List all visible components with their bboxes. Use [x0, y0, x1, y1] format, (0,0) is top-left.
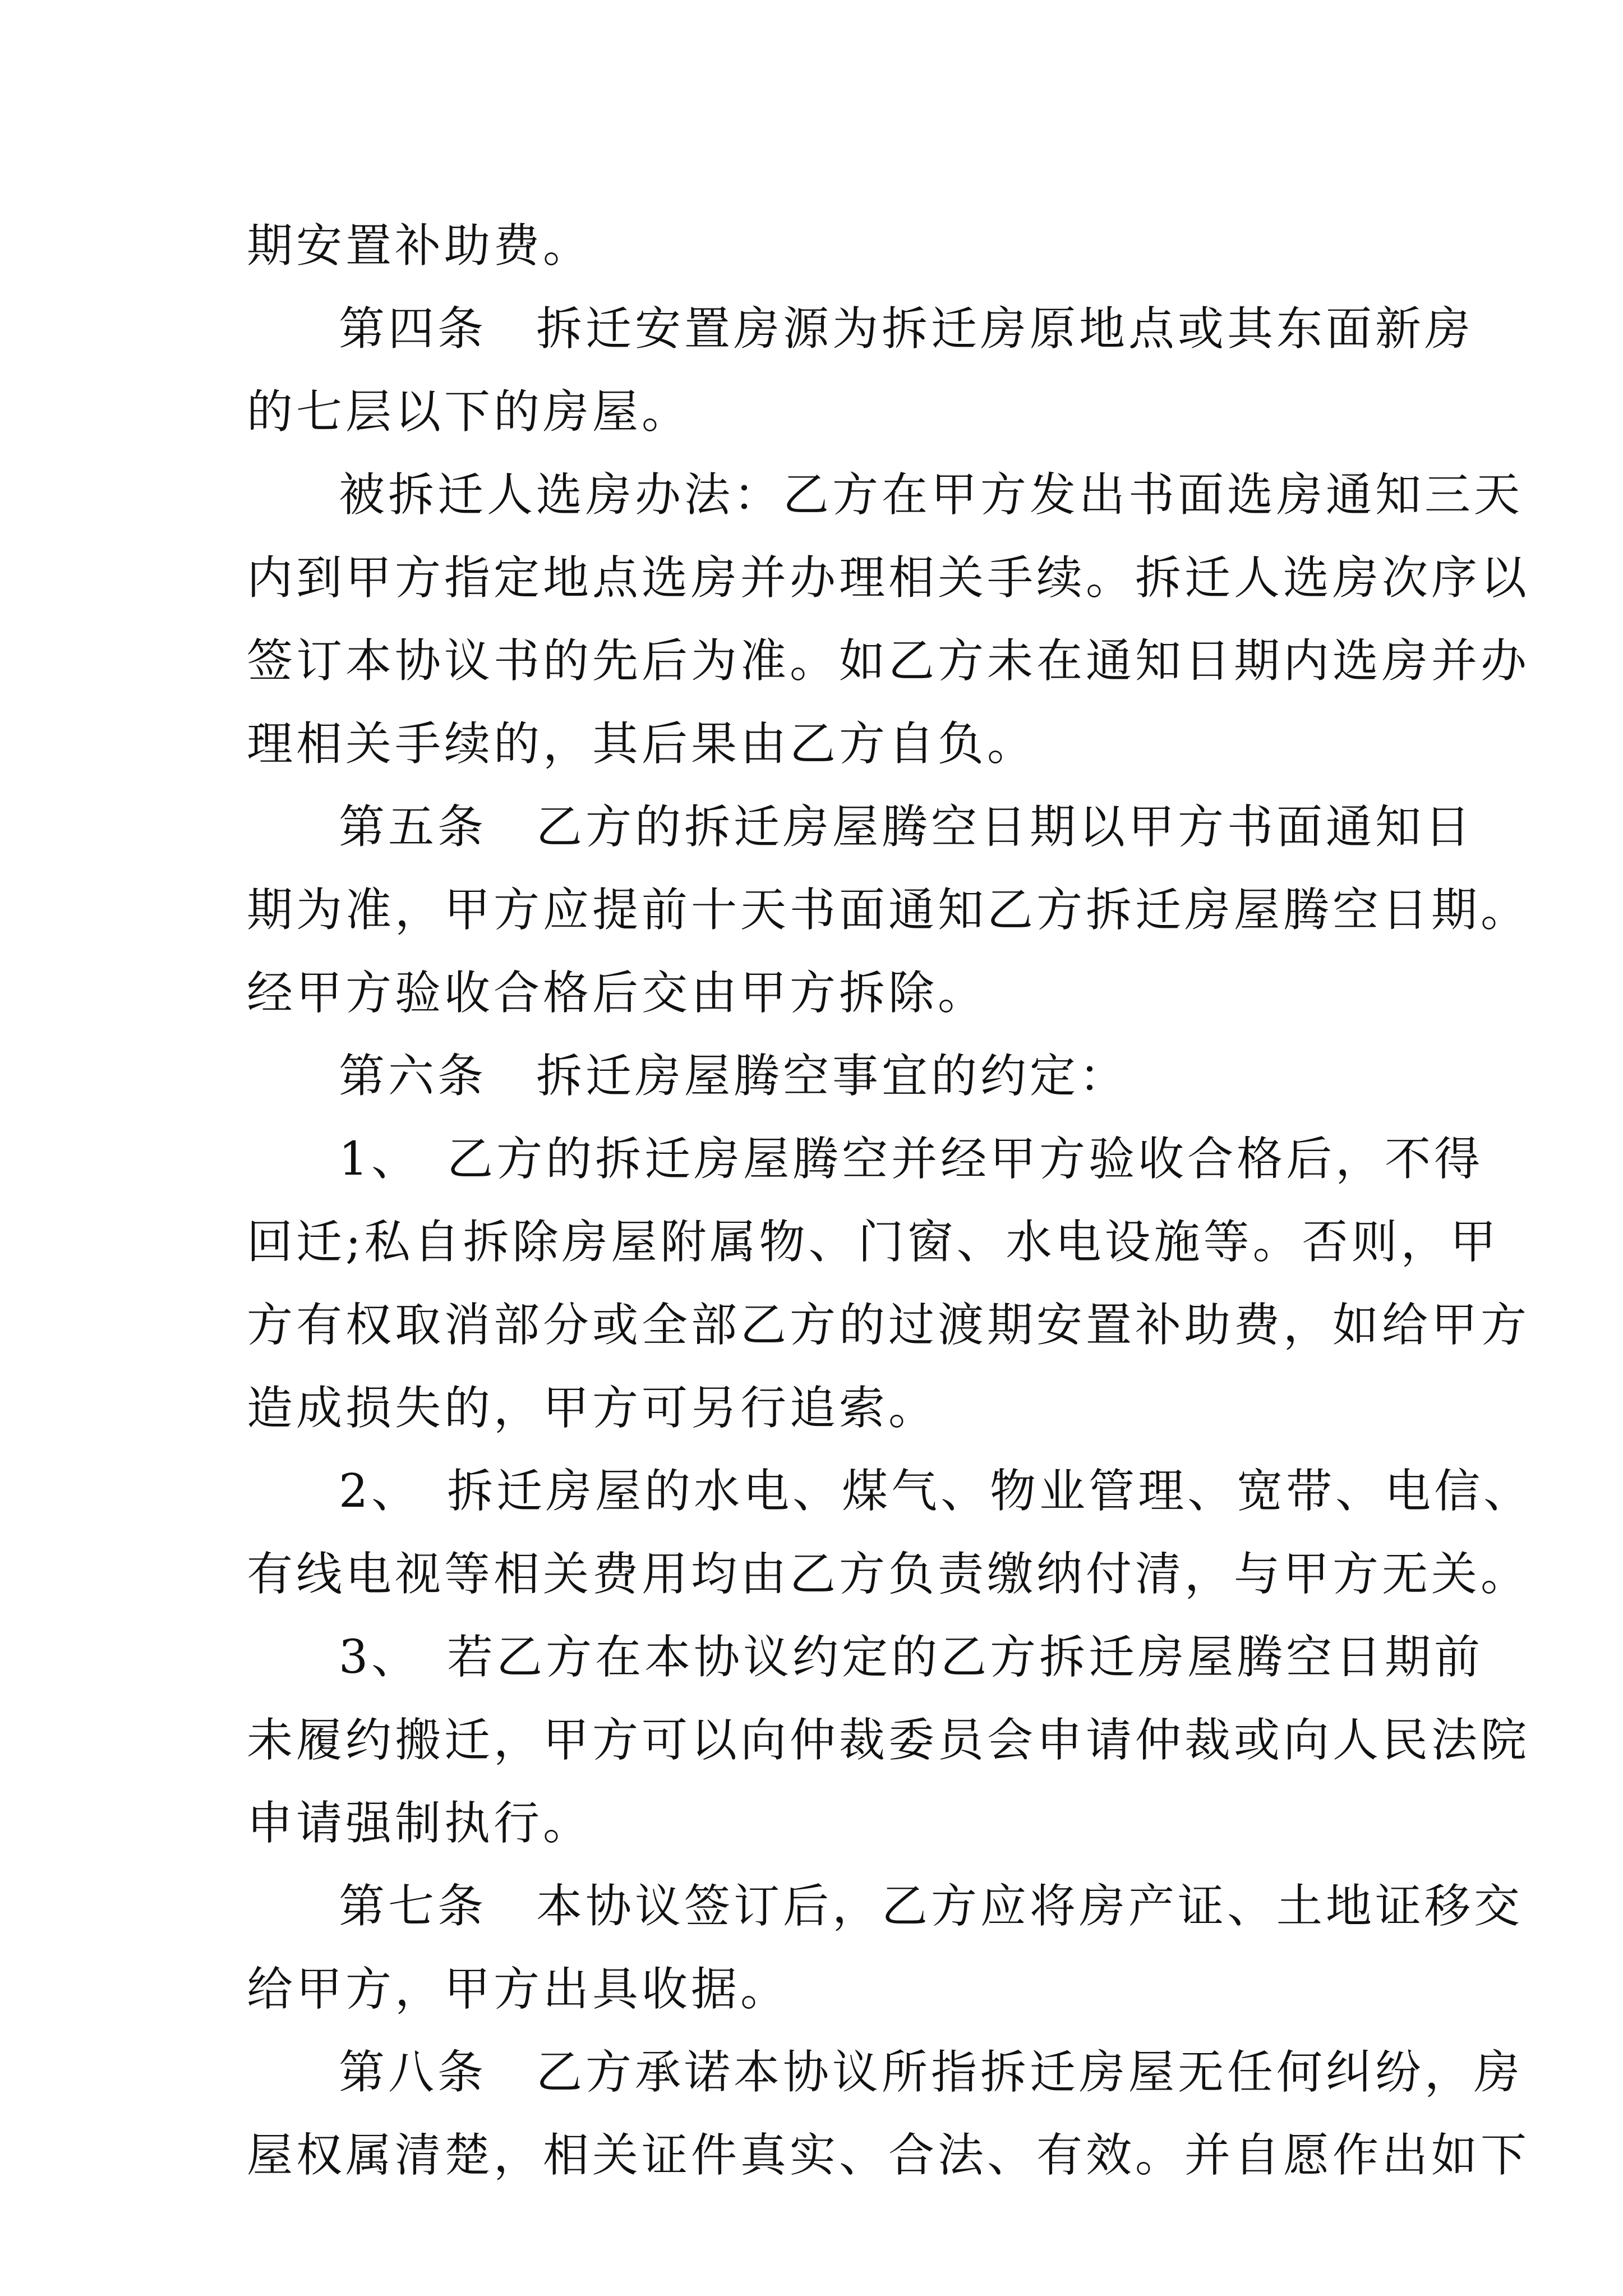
text-line: 2、 拆迁房屋的水电、煤气、物业管理、宽带、电信、 [339, 1465, 1533, 1518]
text-line: 第四条 拆迁安置房源为拆迁房原地点或其东面新房 [339, 302, 1474, 356]
text-line: 回迁;私自拆除房屋附属物、门窗、水电设施等。否则，甲 [247, 1216, 1500, 1269]
text-line: 的七层以下的房屋。 [247, 385, 691, 439]
text-line: 申请强制执行。 [247, 1797, 593, 1850]
text-line: 被拆迁人选房办法：乙方在甲方发出书面选房通知三天 [339, 468, 1524, 522]
text-line: 未履约搬迁，甲方可以向仲裁委员会申请仲裁或向人民法院 [247, 1714, 1530, 1767]
text-line: 经甲方验收合格后交由甲方拆除。 [247, 967, 988, 1020]
text-line: 第八条 乙方承诺本协议所指拆迁房屋无任何纠纷，房 [339, 2046, 1524, 2099]
text-line: 第七条 本协议签订后，乙方应将房产证、土地证移交 [339, 1880, 1524, 1933]
text-line: 方有权取消部分或全部乙方的过渡期安置补助费，如给甲方 [247, 1299, 1530, 1352]
text-line: 签订本协议书的先后为准。如乙方未在通知日期内选房并办 [247, 634, 1530, 688]
text-line: 造成损失的，甲方可另行追索。 [247, 1382, 938, 1435]
text-line: 有线电视等相关费用均由乙方负责缴纳付清，与甲方无关。 [247, 1548, 1530, 1601]
text-line: 屋权属清楚，相关证件真实、合法、有效。并自愿作出如下 [247, 2129, 1530, 2182]
text-line: 第六条 拆迁房屋腾空事宜的约定： [339, 1050, 1129, 1103]
text-line: 给甲方，甲方出具收据。 [247, 1963, 790, 2016]
text-line: 1、 乙方的拆迁房屋腾空并经甲方验收合格后，不得 [339, 1133, 1484, 1186]
text-line: 第五条 乙方的拆迁房屋腾空日期以甲方书面通知日 [339, 800, 1474, 854]
text-line: 期安置补助费。 [247, 219, 593, 273]
text-line: 内到甲方指定地点选房并办理相关手续。拆迁人选房次序以 [247, 551, 1530, 605]
text-line: 3、 若乙方在本协议约定的乙方拆迁房屋腾空日期前 [339, 1631, 1484, 1684]
text-line: 理相关手续的，其后果由乙方自负。 [247, 717, 1037, 771]
document-body [247, 205, 1533, 2197]
text-line: 期为准，甲方应提前十天书面通知乙方拆迁房屋腾空日期。 [247, 884, 1530, 937]
